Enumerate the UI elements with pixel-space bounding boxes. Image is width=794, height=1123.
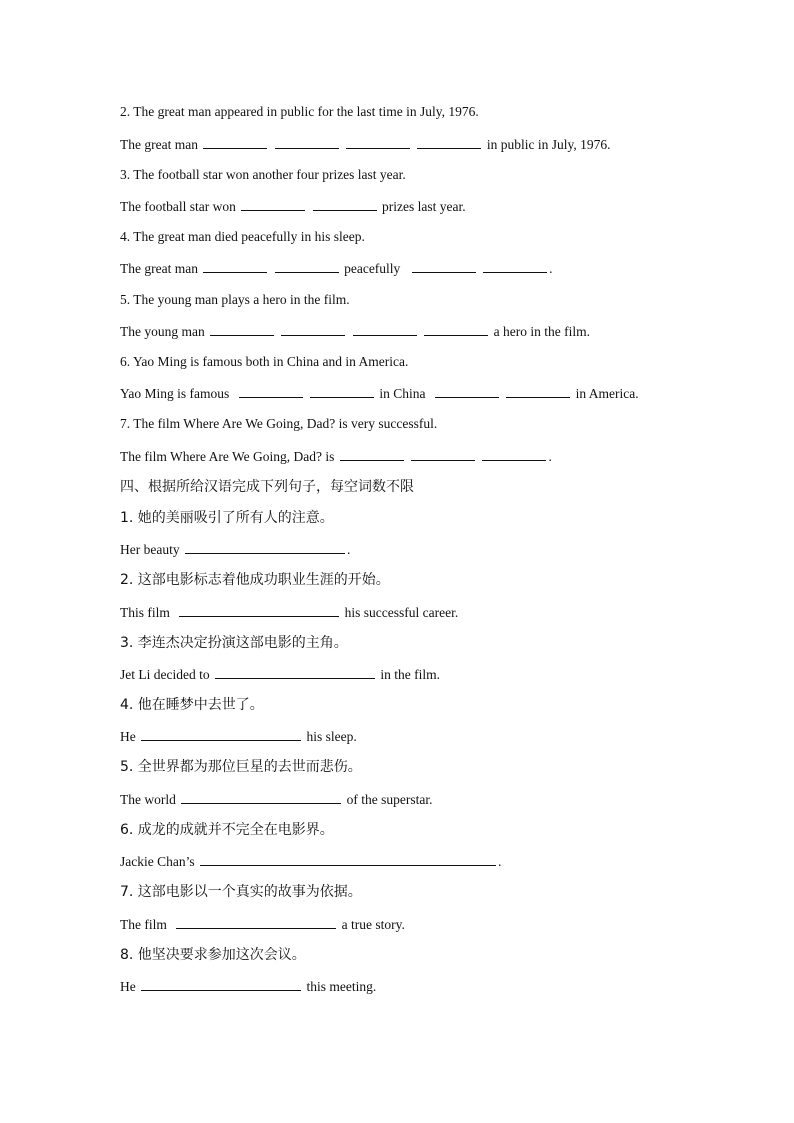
rewrite-text: The football star won	[120, 199, 236, 214]
answer-blank[interactable]	[141, 976, 301, 991]
sentence-text: this meeting.	[306, 979, 377, 994]
answer-blank[interactable]	[241, 196, 305, 211]
answer-blank[interactable]	[310, 383, 374, 398]
answer-blank[interactable]	[411, 446, 475, 461]
ex3-item-7-original: 7. The film Where Are We Going, Dad? is very successful.	[120, 416, 438, 431]
answer-blank[interactable]	[210, 321, 274, 336]
answer-blank[interactable]	[181, 789, 341, 804]
rewrite-text: in America.	[575, 386, 639, 401]
ex4-item-8-chinese: 8. 他坚决要求参加这次会议。	[120, 947, 306, 963]
ex3-item-2-rewrite	[120, 134, 754, 154]
ex3-item-2-original: 2. The great man appeared in public for the last time in July, 1976.	[120, 104, 479, 119]
ex3-item-5-rewrite	[120, 321, 754, 341]
rewrite-text: in public in July, 1976.	[486, 137, 611, 152]
sentence-text: He	[120, 979, 136, 994]
ex4-item-3-english	[120, 664, 754, 684]
rewrite-text: The great man	[120, 261, 198, 276]
answer-blank[interactable]	[215, 664, 375, 679]
ex4-item-4-english	[120, 726, 754, 746]
answer-blank[interactable]	[275, 258, 339, 273]
sentence-text: his successful career.	[344, 605, 459, 620]
rewrite-text: prizes last year.	[381, 199, 466, 214]
answer-blank[interactable]	[435, 383, 499, 398]
answer-blank[interactable]	[185, 539, 345, 554]
rewrite-text: The young man	[120, 324, 205, 339]
ex3-item-4-rewrite	[120, 258, 754, 278]
ex4-item-7-english	[120, 914, 754, 934]
ex4-item-1-chinese: 1. 她的美丽吸引了所有人的注意。	[120, 510, 334, 526]
answer-blank[interactable]	[340, 446, 404, 461]
sentence-text: in the film.	[380, 667, 440, 682]
rewrite-text: The film Where Are We Going, Dad? is	[120, 449, 335, 464]
ex4-item-5-english	[120, 789, 754, 809]
rewrite-text: a hero in the film.	[493, 324, 590, 339]
rewrite-text: .	[548, 449, 552, 464]
sentence-text: Jackie Chan’s	[120, 854, 195, 869]
sentence-text: his sleep.	[306, 729, 357, 744]
sentence-text: The world	[120, 792, 176, 807]
ex4-item-6-english	[120, 851, 754, 871]
answer-blank[interactable]	[176, 914, 336, 929]
answer-blank[interactable]	[506, 383, 570, 398]
answer-blank[interactable]	[275, 134, 339, 149]
ex3-item-4-original: 4. The great man died peacefully in his sleep.	[120, 229, 365, 244]
ex4-item-2-english	[120, 602, 754, 622]
answer-blank[interactable]	[281, 321, 345, 336]
answer-blank[interactable]	[483, 258, 547, 273]
ex4-item-2-chinese: 2. 这部电影标志着他成功职业生涯的开始。	[120, 572, 390, 588]
ex4-item-7-chinese: 7. 这部电影以一个真实的故事为依据。	[120, 884, 362, 900]
ex3-item-5-original: 5. The young man plays a hero in the film.	[120, 292, 350, 307]
sentence-text: The film	[120, 917, 167, 932]
rewrite-text: peacefully	[344, 261, 401, 276]
sentence-text: .	[346, 542, 351, 557]
answer-blank[interactable]	[141, 726, 301, 741]
answer-blank[interactable]	[239, 383, 303, 398]
ex4-heading: 四、根据所给汉语完成下列句子，每空词数不限	[120, 479, 414, 495]
answer-blank[interactable]	[417, 134, 481, 149]
answer-blank[interactable]	[353, 321, 417, 336]
rewrite-text: in China	[379, 386, 426, 401]
sentence-text: Her beauty	[120, 542, 180, 557]
answer-blank[interactable]	[482, 446, 546, 461]
answer-blank[interactable]	[179, 602, 339, 617]
ex4-item-3-chinese: 3. 李连杰决定扮演这部电影的主角。	[120, 635, 348, 651]
sentence-text: a true story.	[341, 917, 405, 932]
answer-blank[interactable]	[346, 134, 410, 149]
ex3-item-3-original: 3. The football star won another four prizes last year.	[120, 167, 406, 182]
ex3-item-3-rewrite	[120, 196, 754, 216]
sentence-text: of the superstar.	[346, 792, 433, 807]
ex3-item-6-rewrite	[120, 383, 754, 403]
ex3-item-6-original: 6. Yao Ming is famous both in China and in America.	[120, 354, 409, 369]
answer-blank[interactable]	[203, 258, 267, 273]
answer-blank[interactable]	[313, 196, 377, 211]
answer-blank[interactable]	[424, 321, 488, 336]
rewrite-text: The great man	[120, 137, 198, 152]
sentence-text: .	[497, 854, 502, 869]
answer-blank[interactable]	[200, 851, 496, 866]
ex4-item-4-chinese: 4. 他在睡梦中去世了。	[120, 697, 264, 713]
ex4-item-8-english	[120, 976, 754, 996]
rewrite-text: .	[549, 261, 553, 276]
ex4-item-5-chinese: 5. 全世界都为那位巨星的去世而悲伤。	[120, 759, 362, 775]
sentence-text: He	[120, 729, 136, 744]
answer-blank[interactable]	[203, 134, 267, 149]
sentence-text: This film	[120, 605, 170, 620]
answer-blank[interactable]	[412, 258, 476, 273]
rewrite-text: Yao Ming is famous	[120, 386, 230, 401]
ex4-item-1-english	[120, 539, 754, 559]
ex4-item-6-chinese: 6. 成龙的成就并不完全在电影界。	[120, 822, 334, 838]
sentence-text: Jet Li decided to	[120, 667, 210, 682]
ex3-item-7-rewrite	[120, 446, 754, 466]
